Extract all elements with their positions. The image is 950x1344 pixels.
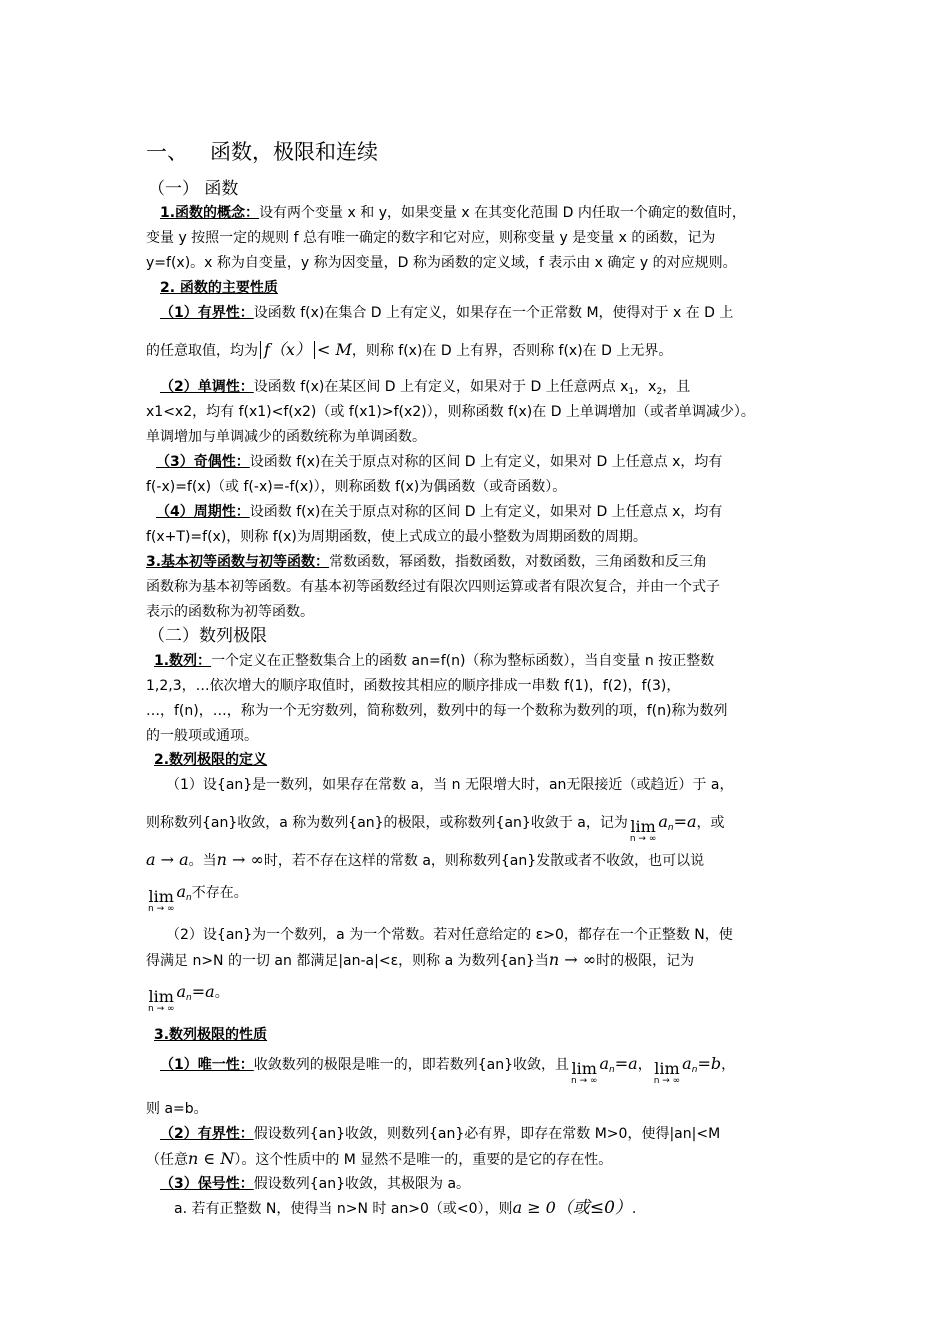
equals-b: =b <box>697 1054 722 1073</box>
lim-word: lim <box>148 887 174 906</box>
uniqueness-label: （1）唯一性： <box>160 1057 254 1073</box>
equals-a: =a <box>673 812 697 831</box>
boundedness-label: （2）有界性： <box>160 1126 254 1142</box>
limit-properties-heading: 3.数列极限的性质 <box>154 1027 268 1043</box>
monotone-text-1a: 设函数 f(x)在某区间 D 上有定义，如果对于 D 上任意两点 x <box>253 379 629 395</box>
sequence-heading: （二）数列极限 <box>148 626 267 646</box>
concept-text-1: 设有两个变量 x 和 y，如果变量 x 在其变化范围 D 内任取一个确定的数值时， <box>259 205 746 221</box>
bounded-text-2a: 的任意取值，均为 <box>146 343 258 359</box>
a-tends-to-a: a → a <box>146 850 189 869</box>
def2-line-1: （2）设{an}为一个数列，a 为一个常数。若对任意给定的 ε>0，都存在一个正整数 N，使 <box>166 927 733 943</box>
lim-word: lim <box>630 817 656 836</box>
concept-line-1 <box>160 203 746 223</box>
lim-expression <box>148 887 175 916</box>
periodic-line-2: f(x+T)=f(x)，则称 f(x)为周期函数，使上式成立的最小整数为周期函数的周期。 <box>146 529 647 545</box>
n-in-n: n ∈ N <box>188 1149 235 1168</box>
bounded-text-2b: ，则称 f(x)在 D 上有界，否则称 f(x)在 D 上无界。 <box>351 343 673 359</box>
elementary-text-1: 常数函数，幂函数，指数函数，对数函数，三角函数和反三角 <box>329 554 708 570</box>
subscript-1: 1 <box>628 387 635 397</box>
lim-subscript: n → ∞ <box>653 1076 681 1086</box>
elementary-line-1 <box>146 552 707 572</box>
lt-m-expression: < M <box>316 340 352 359</box>
sequence-line-2: 1,2,3，…依次增大的顺序取值时，函数按其相应的顺序排成一串数 f(1)，f(2)，f(3)， <box>146 678 681 694</box>
section-number: 一、 <box>146 140 188 164</box>
monotone-sep: ，x <box>634 379 657 395</box>
n-tends-to-infinity: n → ∞ <box>548 950 597 969</box>
def1-line-1: （1）设{an}是一数列，如果存在常数 a，当 n 无限增大时，an无限接近（或趋近）于 a， <box>166 777 734 793</box>
concept-line-3: y=f(x)。x 称为自变量，y 称为因变量，D 称为函数的定义域，f 表示由 x 确定 y 的对应规则。 <box>146 255 737 271</box>
uniqueness-line-2: 则 a=b。 <box>146 1101 208 1117</box>
def1-text-3a: 。当 <box>188 853 217 869</box>
def1-line-4: lim n → ∞ $a_n$不存在。 <box>148 882 248 914</box>
function-heading: （一） 函数 <box>148 179 239 199</box>
def2-line-2 <box>146 950 694 971</box>
lim-expression <box>629 817 657 846</box>
periodic-label: （4）周期性： <box>156 504 250 520</box>
parity-text-1: 设函数 f(x)在关于原点对称的区间 D 上有定义，如果对 D 上任意点 x，均有 <box>249 454 723 470</box>
section-title <box>146 138 378 166</box>
sign-preserving-label: （3）保号性： <box>160 1176 254 1192</box>
boundedness-text-2b: ）。这个性质中的 M 显然不是唯一的，重要的是它的存在性。 <box>234 1152 613 1168</box>
lim-subscript: n → ∞ <box>571 1076 598 1086</box>
lim-subscript: n → ∞ <box>148 904 175 914</box>
limit-definition-heading: 2.数列极限的定义 <box>154 752 268 768</box>
period: . <box>631 1201 637 1217</box>
sequence-line-4: 的一般项或通项。 <box>146 728 258 744</box>
def2-line-3: lim n → ∞ $a_n=a$。 <box>148 982 229 1014</box>
monotone-label: （2）单调性： <box>160 379 254 395</box>
comma: ， <box>721 1057 736 1073</box>
elementary-line-3: 表示的函数称为初等函数。 <box>146 604 314 620</box>
a-n-symbol: a <box>658 812 668 831</box>
def2-text-2a: 得满足 n>N 的一切 an 都满足|an-a|<ε，则称 a 为数列{an}当 <box>146 953 549 969</box>
monotone-line-2: x1<x2，均有 f(x1)<f(x2)（或 f(x1)>f(x2)），则称函数 f(x)在 D 上单调增加（或者单调减少）。 <box>146 404 755 420</box>
def1-text-2a: 则称数列{an}收敛，a 称为数列{an}的极限，或称数列{an}收敛于 a，记为 <box>146 815 628 831</box>
def2-text-3: 。 <box>214 985 229 1001</box>
properties-heading: 2. 函数的主要性质 <box>160 280 278 296</box>
lim-expression <box>653 1059 681 1088</box>
lim-word: lim <box>571 1059 597 1078</box>
boundedness-line-1 <box>160 1124 720 1144</box>
sequence-label: 1.数列： <box>154 653 212 669</box>
equals-a: =a <box>191 982 215 1001</box>
lim-subscript: n → ∞ <box>629 834 657 844</box>
lim-word: lim <box>148 987 174 1006</box>
boundedness-text-2a: （任意 <box>146 1152 188 1168</box>
parity-line-2: f(-x)=f(x)（或 f(-x)=-f(x)），则称函数 f(x)为偶函数（或奇函数）。 <box>146 479 567 495</box>
section-title-text: 函数，极限和连续 <box>210 140 378 164</box>
subscript-2: 2 <box>656 387 663 397</box>
bounded-label: （1）有界性： <box>160 305 254 321</box>
a-n-symbol: a <box>682 1054 692 1073</box>
sequence-line-1 <box>154 651 714 671</box>
a-n-symbol: a <box>176 982 187 1001</box>
def2-text-2b: 时的极限，记为 <box>596 953 695 969</box>
elementary-line-2: 函数称为基本初等函数。有基本初等函数经过有限次四则运算或者有限次复合，并由一个式子 <box>146 579 720 595</box>
def1-text-2b: ，或 <box>696 815 725 831</box>
monotone-text-1b: ，且 <box>662 379 691 395</box>
def1-text-3b: 时，若不存在这样的常数 a，则称数列{an}发散或者不收敛，也可以说 <box>263 853 705 869</box>
sign-preserving-line-1 <box>160 1174 470 1194</box>
lim-subscript: n → ∞ <box>148 1004 175 1014</box>
def1-line-3 <box>146 850 704 871</box>
sign-preserving-text-2a: a. 若有正整数 N，使得当 n>N 时 an>0（或<0），则 <box>174 1201 513 1217</box>
boundedness-line-2 <box>146 1149 612 1170</box>
boundedness-text-1: 假设数列{an}收敛，则数列{an}必有界，即存在常数 M>0，使得|an|<M <box>253 1126 721 1142</box>
sign-preserving-text-1: 假设数列{an}收敛，其极限为 a。 <box>253 1176 471 1192</box>
comma: ， <box>637 1057 652 1073</box>
concept-label: 1.函数的概念： <box>160 205 260 221</box>
sign-preserving-line-2 <box>174 1198 636 1219</box>
parity-label: （3）奇偶性： <box>156 454 250 470</box>
monotone-line-3: 单调增加与单调减少的函数统称为单调函数。 <box>146 429 426 445</box>
elementary-label: 3.基本初等函数与初等函数： <box>146 554 330 570</box>
or-le-zero: （或≤0） <box>555 1198 632 1218</box>
uniqueness-text-1: 收敛数列的极限是唯一的，即若数列{an}收敛，且 <box>253 1057 570 1073</box>
a-ge-zero: a ≥ 0 <box>512 1198 556 1217</box>
a-n-symbol: a <box>176 882 187 901</box>
def1-text-4: 不存在。 <box>191 885 248 901</box>
periodic-text-1: 设函数 f(x)在关于原点对称的区间 D 上有定义，如果对 D 上任意点 x，均有 <box>249 504 723 520</box>
bounded-line-1 <box>160 303 733 323</box>
parity-line-1 <box>156 452 722 472</box>
lim-expression <box>571 1059 598 1088</box>
equals-a: =a <box>614 1054 638 1073</box>
sequence-text-1: 一个定义在正整数集合上的函数 an=f(n)（称为整标函数），当自变量 n 按正整数 <box>211 653 715 669</box>
def1-line-2: 则称数列{an}收敛，a 称为数列{an}的极限，或称数列{an}收敛于 a，记为 lim n → ∞ $a_n=a$，或 <box>146 812 725 844</box>
concept-line-2: 变量 y 按照一定的规则 f 总有唯一确定的数字和它对应，则称变量 y 是变量 x 的函数，记为 <box>146 230 716 246</box>
uniqueness-line-1: （1）唯一性：收敛数列的极限是唯一的，即若数列{an}收敛，且 lim n → ∞ $a_n=a$， lim n → ∞ $a_n=b$， <box>160 1054 736 1086</box>
abs-fx-expression: f（x） <box>260 341 315 359</box>
bounded-text-1: 设函数 f(x)在集合 D 上有定义，如果存在一个正常数 M，使得对于 x 在 D 上 <box>253 305 734 321</box>
lim-word: lim <box>654 1059 680 1078</box>
periodic-line-1 <box>156 502 722 522</box>
sequence-line-3: …，f(n)，…，称为一个无穷数列，简称数列，数列中的每一个数称为数列的项，f(n)称为数列 <box>146 703 728 719</box>
monotone-line-1 <box>160 377 690 397</box>
lim-expression <box>148 987 175 1016</box>
bounded-line-2 <box>146 340 672 361</box>
a-n-symbol: a <box>599 1054 610 1073</box>
n-tends-to-infinity: n → ∞ <box>216 850 264 869</box>
